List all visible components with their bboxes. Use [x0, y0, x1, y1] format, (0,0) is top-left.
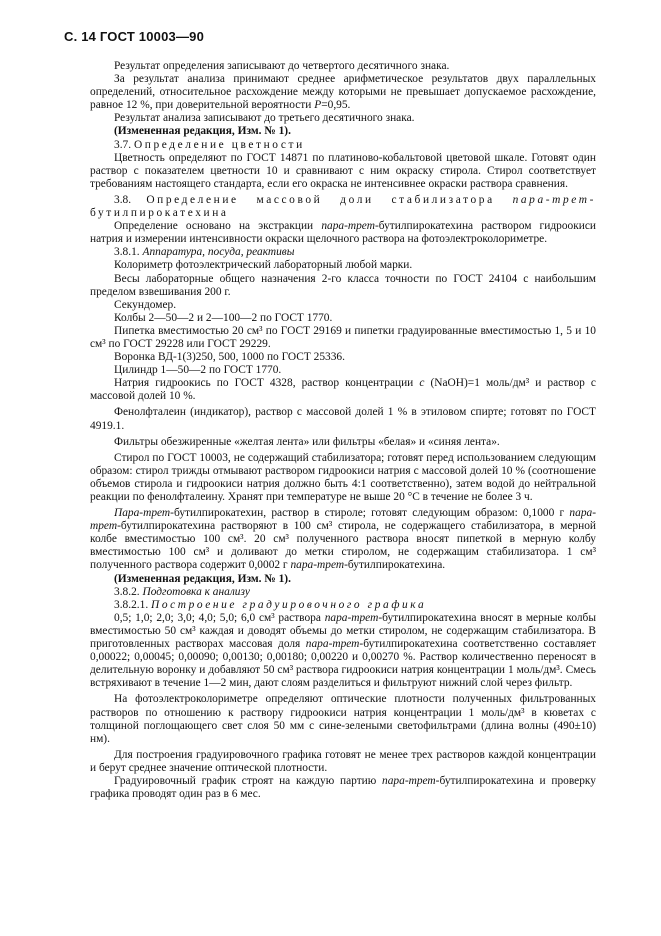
- list-item: Колбы 2—50—2 и 2—100—2 по ГОСТ 1770.: [114, 311, 333, 324]
- document-body: [90, 60, 596, 801]
- list-item: Секундомер.: [114, 298, 177, 311]
- list-item: Весы лабораторные общего назначения 2-го класса точности по ГОСТ 24104 с наибольшим пределом взвешивания 200 г.: [90, 272, 596, 298]
- list-item: Натрия гидроокись по ГОСТ 4328, раствор концентрации c (NaOH)=1 моль/дм³ и раствор с массовой долей 10 %.: [90, 377, 596, 403]
- paragraph: За результат анализа принимают среднее арифметическое результатов двух параллельных определений, относительное расхождение между которыми не превышает допускаемое расхождение, равное 12 %, при доверительной вероятности P=0,95.: [90, 73, 596, 112]
- section-heading: 3.8. Определение массовой доли стабилизатора пара-трет-бутилпирокатехина: [90, 193, 597, 220]
- list-item: Стирол по ГОСТ 10003, не содержащий стабилизатора; готовят перед использованием следующим образом: стирол трижды отмывают раствором гидроокиси натрия с массовой долей 10 % (соотношение объемов стирола и гидроокиси натрия должно быть 4:1 соответственно), затем водой до нейтральной реакции по фенолфталеину. Хранят при температуре не выше 20 °С в течение не более 3 ч.: [90, 451, 596, 503]
- list-item: Воронка ВД-1(3)250, 500, 1000 по ГОСТ 25336.: [114, 351, 345, 364]
- paragraph: Результат анализа записывают до третьего десятичного знака.: [114, 112, 415, 125]
- list-item: Фильтры обезжиренные «желтая лента» или фильтры «белая» и «синяя лента».: [114, 435, 500, 448]
- subsection-heading: 3.8.1. Аппаратура, посуда, реактивы: [114, 246, 295, 259]
- amendment-note: (Измененная редакция, Изм. № 1).: [114, 125, 291, 138]
- page-header: С. 14 ГОСТ 10003—90: [64, 29, 205, 44]
- section-heading: 3.7. Определение цветности: [114, 138, 305, 151]
- list-item: Цилиндр 1—50—2 по ГОСТ 1770.: [114, 364, 282, 377]
- subsection-heading: 3.8.2. Подготовка к анализу: [114, 585, 250, 598]
- list-item: Пара-трет-бутилпирокатехин, раствор в стироле; готовят следующим образом: 0,1000 г пара-трет-бутилпирокатехина растворяют в 100 см³ стирола, не содержащего стабилизатора, в мерной колбе вместимостью 100 см³. 20 см³ полученного раствора вносят пипеткой в мерную колбу вместимостью 100 см³ и доливают до метки стиролом, не содержащим стабилизатора. 1 см³ полученного раствора содержит 0,0002 г пара-трет-бутилпирокатехина.: [90, 507, 596, 572]
- paragraph: Цветность определяют по ГОСТ 14871 по платиново-кобальтовой цветовой шкале. Готовят один раствор с показателем цветности 10 и сравнивают с ним окраску стирола. Стирол соответствует требованиям настоящего стандарта, если его окраска не интенсивнее окраски раствора сравнения.: [90, 151, 596, 190]
- list-item: Пипетка вместимостью 20 см³ по ГОСТ 29169 и пипетки градуированные вместимостью 1, 5 и 10 см³ по ГОСТ 29228 или ГОСТ 29229.: [90, 324, 596, 350]
- paragraph: Градуировочный график строят на каждую партию пара-трет-бутилпирокатехина и проверку графика проводят один раз в 6 мес.: [90, 774, 597, 801]
- list-item: Фенолфталеин (индикатор), раствор с массовой долей 1 % в этиловом спирте; готовят по ГОСТ 4919.1.: [90, 406, 596, 432]
- paragraph: Определение основано на экстракции пара-трет-бутилпирокатехина раствором гидроокиси натрия и измерении интенсивности окраски щелочного раствора на фотоэлектроколориметре.: [90, 220, 596, 246]
- paragraph: Для построения градуировочного графика готовят не менее трех растворов каждой концентрации и берут среднее значение оптической плотности.: [90, 748, 596, 774]
- list-item: Колориметр фотоэлектрический лабораторный любой марки.: [114, 259, 413, 272]
- paragraph: Результат определения записывают до четвертого десятичного знака.: [114, 60, 450, 72]
- paragraph: 0,5; 1,0; 2,0; 3,0; 4,0; 5,0; 6,0 см³ раствора пара-трет-бутилпирокатехина вносят в мерные колбы вместимостью 50 см³ каждая и доводят объемы до метки стиролом, не содержащим стабилизатора. В приготовленных растворах массовая доля пара-трет-бутилпирокатехина соответственно составляет 0,00022; 0,00045; 0,00090; 0,00130; 0,00180; 0,00220 и 0,00270 %. Раствор количественно переносят в делительную воронку и добавляют 50 см³ раствора гидроокиси натрия концентрации 1 моль/дм³. Смесь встряхивают в течение 1—2 мин, дают слоям разделиться и фильтруют нижний слой через фильтр.: [90, 611, 597, 690]
- amendment-note: (Измененная редакция, Изм. № 1).: [114, 572, 291, 585]
- subsection-heading: 3.8.2.1. Построение градуировочного графика: [114, 598, 427, 611]
- paragraph: На фотоэлектроколориметре определяют оптические плотности полученных фильтрованных растворов по отношению к раствору гидроокиси натрия концентрации 1 моль/дм³ в кюветах с толщиной поглощающего свет слоя 50 мм с сине-зелеными светофильтрами (длина волны (490±10) нм).: [90, 693, 596, 745]
